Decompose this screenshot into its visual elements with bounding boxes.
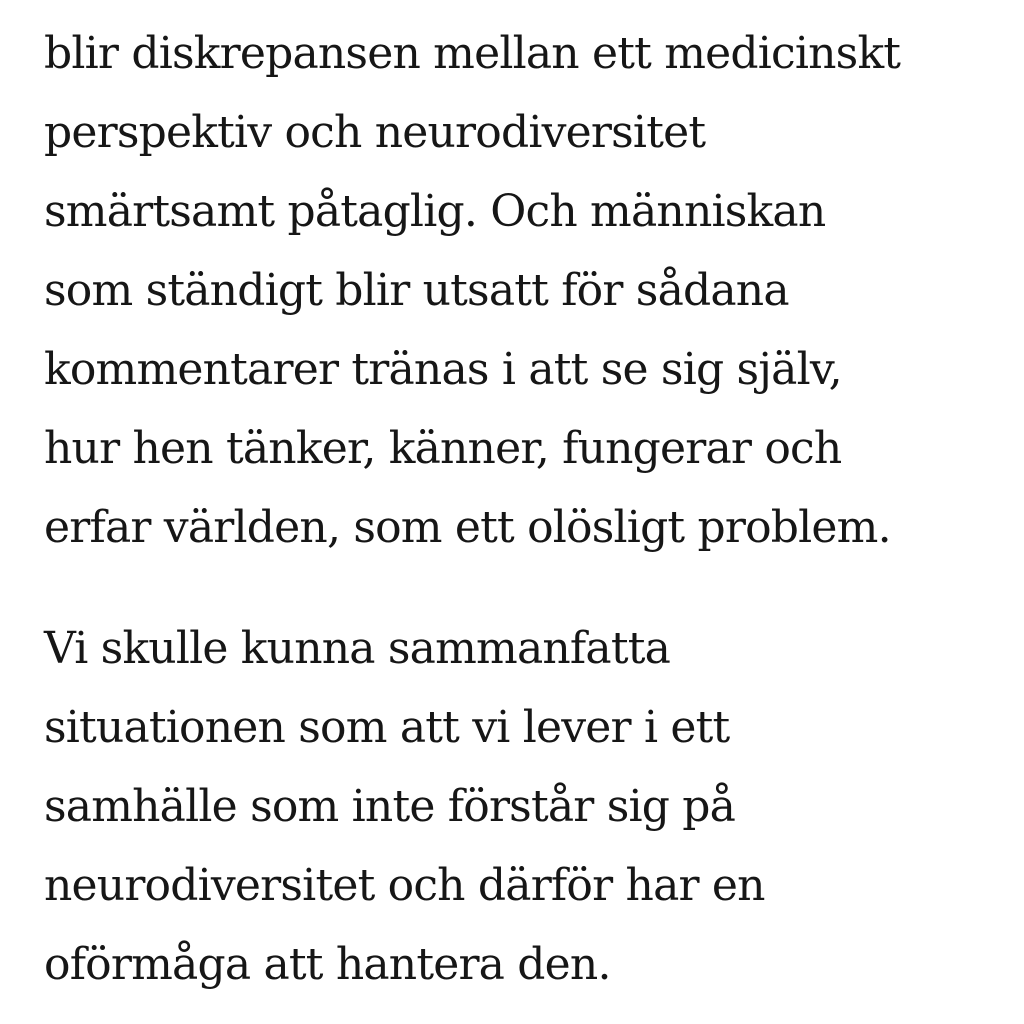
text-line: hur hen tänker, känner, fungerar och (44, 423, 842, 474)
article-paragraph-1 (44, 14, 1004, 567)
text-line: smärtsamt påtaglig. Och människan (44, 186, 826, 237)
text-line: Vi skulle kunna sammanfatta (44, 623, 671, 674)
text-line: oförmåga att hantera den. (44, 939, 611, 990)
text-line: kommentarer tränas i att se sig själv, (44, 344, 842, 395)
text-line: blir diskrepansen mellan ett medicinskt (44, 28, 901, 79)
text-line: erfar världen, som ett olösligt problem. (44, 502, 891, 553)
text-line: som ständigt blir utsatt för sådana (44, 265, 789, 316)
text-line: neurodiversitet och därför har en (44, 860, 765, 911)
article-paragraph-2 (44, 609, 1004, 1004)
text-line: perspektiv och neurodiversitet (44, 107, 706, 158)
text-line: samhälle som inte förstår sig på (44, 781, 736, 832)
text-line: situationen som att vi lever i ett (44, 702, 730, 753)
